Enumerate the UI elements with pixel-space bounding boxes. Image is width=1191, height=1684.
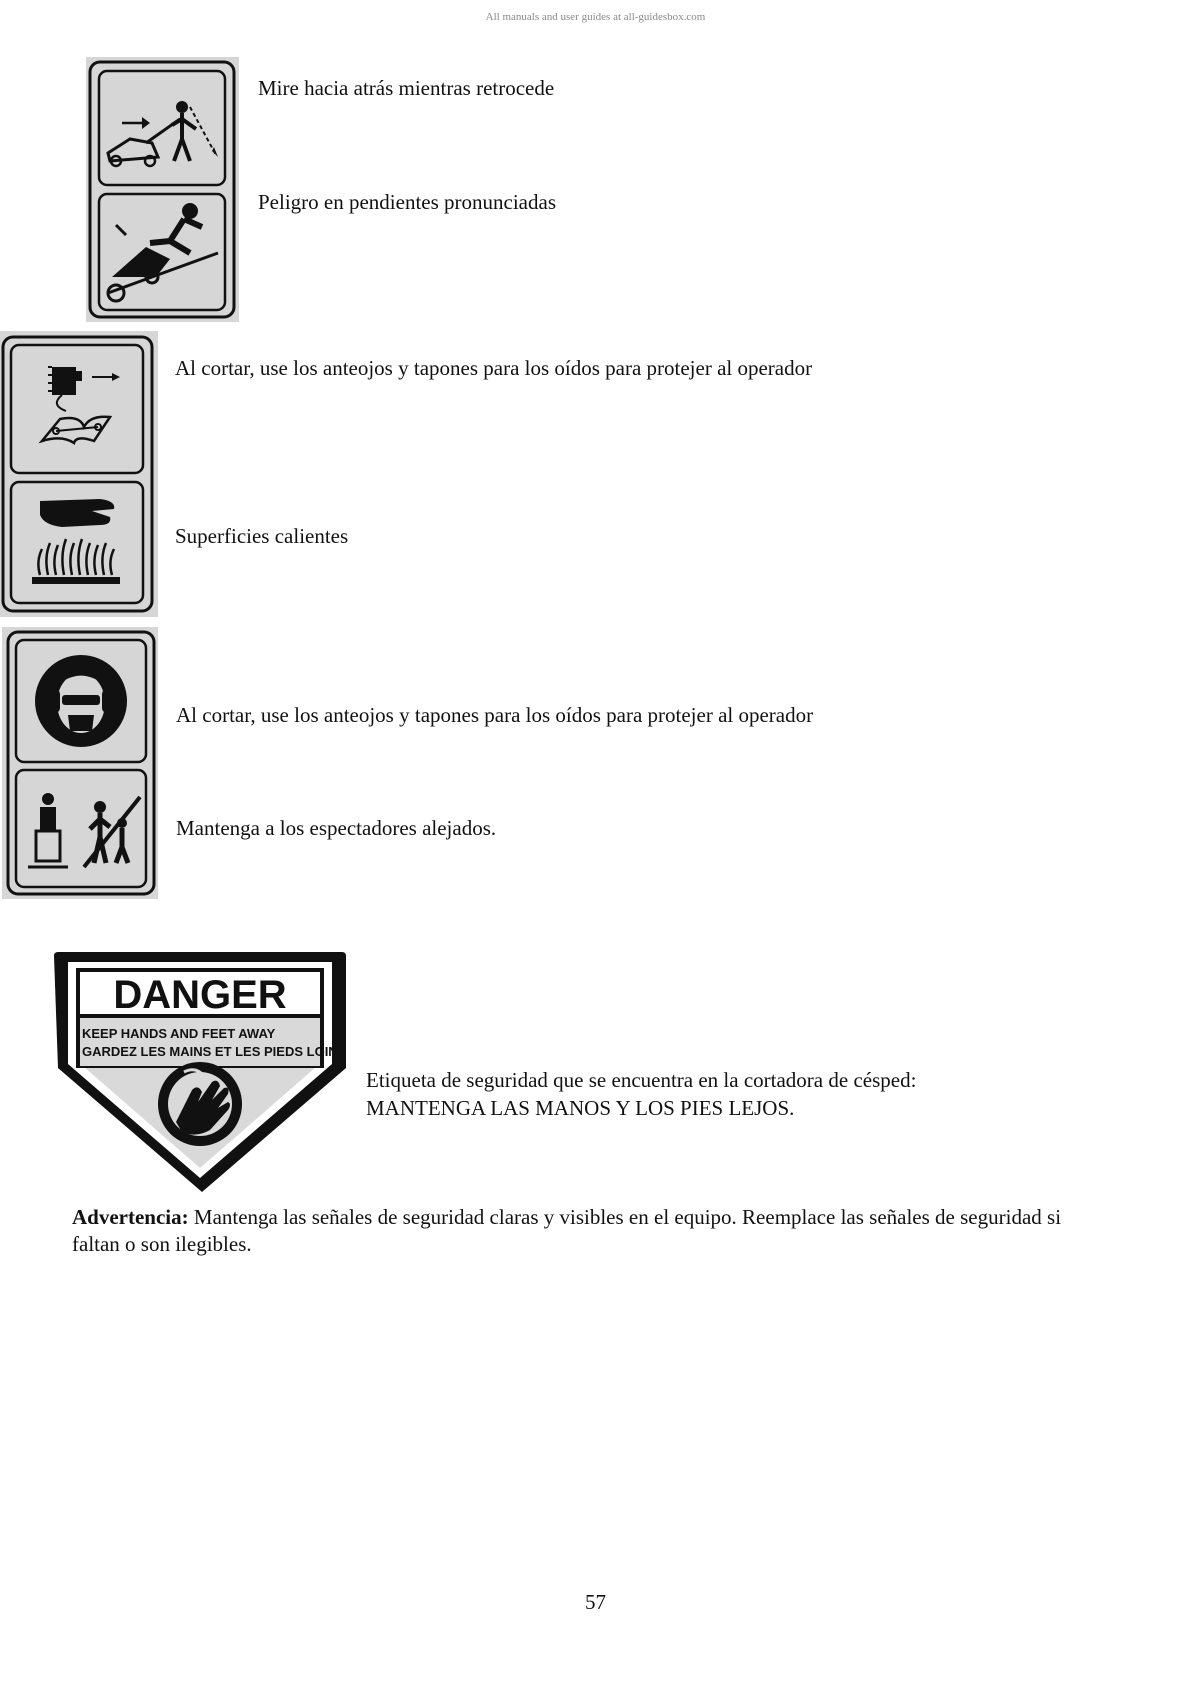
danger-title: DANGER xyxy=(113,973,287,1017)
slope-rollover-icon xyxy=(99,194,225,310)
label-hot-surfaces: Superficies calientes xyxy=(175,524,349,548)
bystanders-icon xyxy=(16,770,146,887)
warning-label: Advertencia: xyxy=(72,1205,189,1229)
label-look-behind: Mire hacia atrás mientras retrocede xyxy=(258,76,555,100)
safety-decal-panel-1 xyxy=(86,57,239,322)
danger-line-2: GARDEZ LES MAINS ET LES PIEDS LOIN xyxy=(82,1044,338,1059)
hot-surface-icon xyxy=(11,482,143,603)
danger-line-1: KEEP HANDS AND FEET AWAY xyxy=(82,1026,276,1041)
hand-crush-icon xyxy=(158,1062,242,1146)
warning-text: Mantenga las señales de seguridad claras y visibles en el equipo. Reemplace las señales de seguridad si faltan o son ilegibles. xyxy=(72,1205,1062,1256)
warning-paragraph xyxy=(72,1204,1112,1258)
danger-caption-line-2: MANTENGA LAS MANOS Y LOS PIES LEJOS. xyxy=(366,1096,795,1120)
read-manual-icon xyxy=(11,345,143,473)
safety-decal-panel-2 xyxy=(0,331,158,617)
label-eye-ear-protection-2: Al cortar, use los anteojos y tapones para los oídos para protejer al operador xyxy=(176,703,814,727)
label-keep-bystanders: Mantenga a los espectadores alejados. xyxy=(176,816,497,840)
page-number: 57 xyxy=(585,1590,606,1614)
label-eye-ear-protection-1: Al cortar, use los anteojos y tapones para los oídos para protejer al operador xyxy=(175,356,813,380)
header-note: All manuals and user guides at all-guidesbox.com xyxy=(485,11,706,23)
safety-decal-panel-3 xyxy=(2,627,158,899)
danger-caption-line-1: Etiqueta de seguridad que se encuentra en la cortadora de césped: xyxy=(366,1068,917,1092)
mower-reverse-icon xyxy=(99,71,225,185)
danger-decal xyxy=(52,948,348,1196)
label-steep-slopes: Peligro en pendientes pronunciadas xyxy=(258,190,556,214)
eye-ear-protection-icon xyxy=(16,640,146,762)
